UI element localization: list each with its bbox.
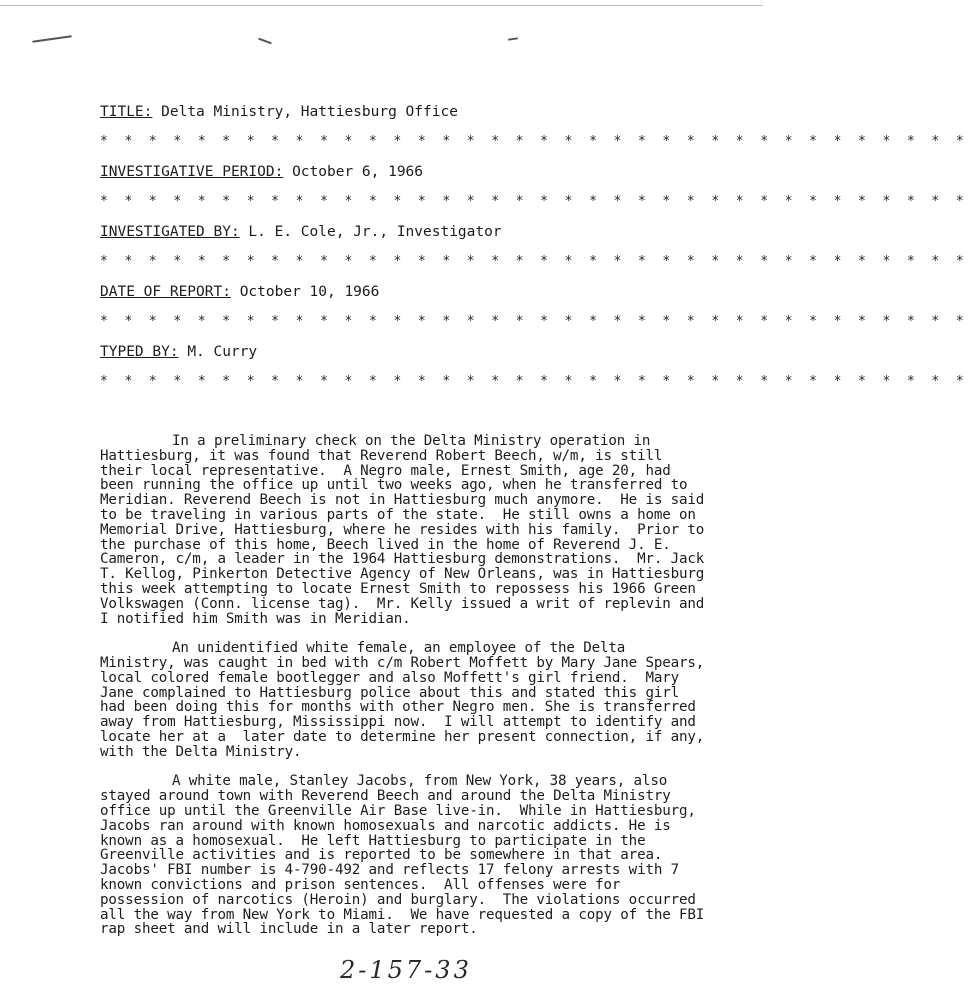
investigated-by-field (100, 222, 710, 242)
title-field (100, 102, 710, 122)
investigative-period-field (100, 162, 710, 182)
handwritten-document-number: 2-157-33 (340, 956, 472, 984)
date-of-report-field (100, 282, 710, 302)
field-label: TYPED BY: (100, 344, 179, 360)
typed-by-field (100, 342, 710, 362)
body-paragraph: In a preliminary check on the Delta Ministry operation in Hattiesburg, it was found that Reverend Robert Beech, w/m, is still their local representative. A Negro male, Ernest Smith, age 20, had been running the office up until two weeks ago, when he transferred to Meridian. Reverend Beech is not in Hattiesburg much anymore. He is said to be traveling in various parts of the state. He still owns a home on Memorial Drive, Hattiesburg, where he resides with his family. Prior to the purchase of this home, Beech lived in the home of Reverend J. E. Cameron, c/m, a leader in the 1964 Hattiesburg demonstrations. Mr. Jack T. Kellog, Pinkerton Detective Agency of New Orleans, was in Hattiesburg this week attempting to locate Ernest Smith to repossess his 1966 Green Volkswagen (Conn. license tag). Mr. Kelly issued a writ of replevin and I notified him Smith was in Meridian. (100, 433, 713, 627)
star-separator: * * * * * * * * * * * * * * * * * * * * * * * * * * * * * * * * * * * * (100, 314, 968, 329)
field-label: INVESTIGATIVE PERIOD: (100, 164, 284, 180)
star-separator: * * * * * * * * * * * * * * * * * * * * * * * * * * * * * * * * * * * * (100, 194, 968, 209)
star-separator: * * * * * * * * * * * * * * * * * * * * * * * * * * * * * * * * * * * * (100, 374, 968, 389)
body-paragraph: An unidentified white female, an employee of the Delta Ministry, was caught in bed with c/m Robert Moffett by Mary Jane Spears, local colored female bootlegger and also Moffett's girl friend. Mary Jane complained to Hattiesburg police about this and stated this girl had been doing this for months with other Negro men. She is transferred away from Hattiesburg, Mississippi now. I will attempt to identify and locate her at a later date to determine her present connection, if any, with the Delta Ministry. (100, 640, 713, 760)
field-label: DATE OF REPORT: (100, 284, 231, 300)
scan-smudge-mark (508, 37, 518, 40)
field-value: October 10, 1966 (239, 284, 380, 300)
scan-edge-line (0, 5, 763, 6)
field-value: L. E. Cole, Jr., Investigator (248, 224, 502, 240)
field-label: INVESTIGATED BY: (100, 224, 240, 240)
field-value: October 6, 1966 (292, 164, 424, 180)
star-separator: * * * * * * * * * * * * * * * * * * * * * * * * * * * * * * * * * * * * (100, 134, 968, 149)
body-paragraph: A white male, Stanley Jacobs, from New York, 38 years, also stayed around town with Reverend Beech and around the Delta Ministry office up until the Greenville Air Base live-in. While in Hattiesburg, Jacobs ran around with known homosexuals and narcotic addicts. He is known as a homosexual. He left Hattiesburg to participate in the Greenville activities and is reported to be somewhere in that area. Jacobs' FBI number is 4-790-492 and reflects 17 felony arrests with 7 known convictions and prison sentences. All offenses were for possession of narcotics (Heroin) and burglary. The violations occurred all the way from New York to Miami. We have requested a copy of the FBI rap sheet and will include in a later report. (100, 773, 713, 938)
scan-smudge-mark (32, 35, 72, 43)
report-body (100, 433, 713, 938)
report-header (100, 102, 968, 402)
scan-smudge-mark (258, 38, 272, 45)
star-separator: * * * * * * * * * * * * * * * * * * * * * * * * * * * * * * * * * * * * (100, 254, 968, 269)
field-label: TITLE: (100, 104, 153, 120)
field-value: M. Curry (187, 344, 258, 360)
field-value: Delta Ministry, Hattiesburg Office (161, 104, 458, 120)
